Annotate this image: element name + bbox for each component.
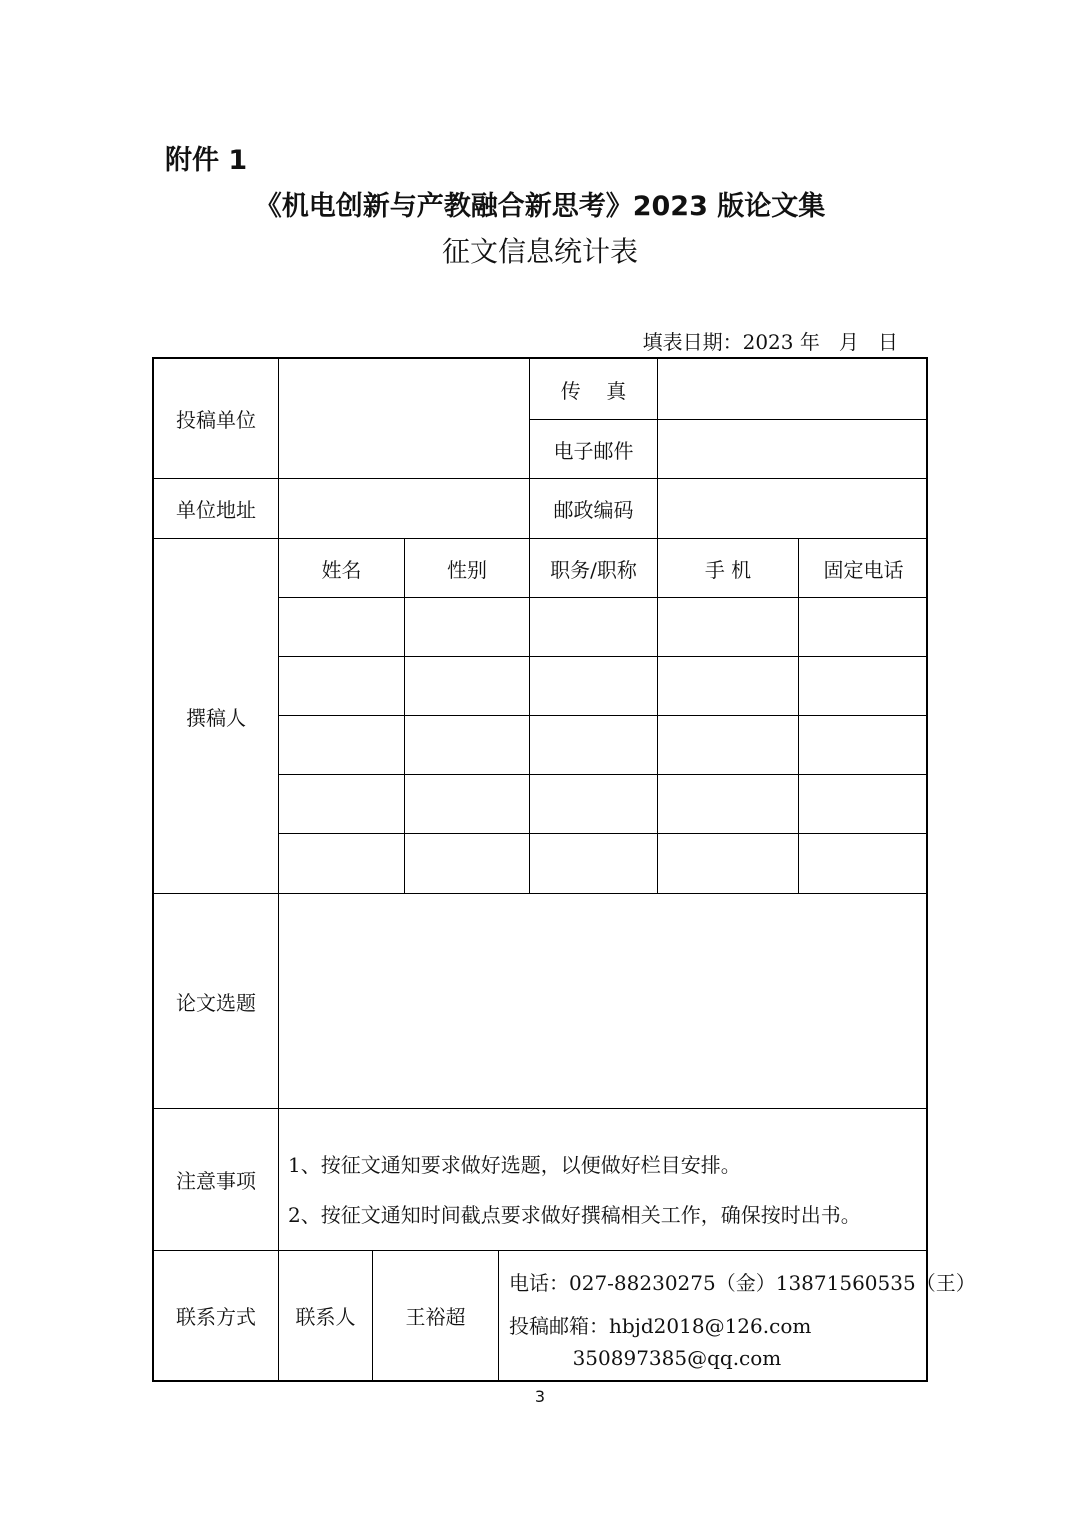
email-label: 电子邮件 — [553, 438, 634, 463]
column-header-mobile: 手 机 — [704, 557, 752, 582]
contact-email-alt: 350897385@qq.com — [509, 1346, 782, 1370]
author-mobile-field[interactable] — [658, 834, 798, 893]
author-landline-field[interactable] — [799, 834, 928, 893]
fax-field[interactable] — [658, 359, 928, 419]
column-header-gender: 性别 — [447, 557, 487, 582]
author-landline-field[interactable] — [799, 657, 928, 715]
contact-phone: 电话：027-88230275（金）13871560535（王） — [509, 1271, 976, 1295]
author-title-field[interactable] — [530, 775, 657, 833]
rule — [498, 1250, 499, 1380]
contact-label: 联系方式 — [176, 1305, 256, 1329]
postcode-label: 邮政编码 — [553, 498, 634, 522]
author-landline-field[interactable] — [799, 598, 928, 656]
unit-label: 投稿单位 — [176, 408, 256, 432]
topic-label: 论文选题 — [176, 990, 256, 1015]
author-name-field[interactable] — [279, 657, 404, 715]
contact-person-label: 联系人 — [295, 1305, 356, 1329]
address-label: 单位地址 — [176, 498, 256, 522]
note-item: 1、按征文通知要求做好选题，以便做好栏目安排。 — [288, 1153, 741, 1177]
column-header-title: 职务/职称 — [550, 557, 637, 582]
submission-form-table — [152, 357, 976, 1382]
document-title: 《机电创新与产教融合新思考》2023 版论文集 — [254, 191, 826, 222]
contact-person-name: 王裕超 — [405, 1305, 466, 1329]
author-label: 撰稿人 — [186, 705, 246, 730]
author-name-field[interactable] — [279, 775, 404, 833]
topic-field[interactable] — [279, 894, 928, 1108]
author-name-field[interactable] — [279, 834, 404, 893]
page-number: 3 — [534, 1387, 546, 1406]
author-gender-field[interactable] — [405, 716, 529, 774]
email-field[interactable] — [658, 420, 928, 478]
author-mobile-field[interactable] — [658, 716, 798, 774]
author-gender-field[interactable] — [405, 657, 529, 715]
column-header-landline: 固定电话 — [823, 557, 904, 582]
author-title-field[interactable] — [530, 598, 657, 656]
author-name-field[interactable] — [279, 716, 404, 774]
address-field[interactable] — [279, 479, 529, 538]
unit-field[interactable] — [279, 359, 529, 478]
notes-label: 注意事项 — [176, 1169, 256, 1193]
author-title-field[interactable] — [530, 716, 657, 774]
note-item: 2、按征文通知时间截点要求做好撰稿相关工作，确保按时出书。 — [288, 1203, 861, 1227]
author-gender-field[interactable] — [405, 775, 529, 833]
author-name-field[interactable] — [279, 598, 404, 656]
author-title-field[interactable] — [530, 834, 657, 893]
fill-date-line: 填表日期：2023 年 月 日 — [642, 330, 898, 354]
column-header-name: 姓名 — [321, 557, 362, 582]
author-mobile-field[interactable] — [658, 775, 798, 833]
author-mobile-field[interactable] — [658, 657, 798, 715]
author-gender-field[interactable] — [405, 834, 529, 893]
author-gender-field[interactable] — [405, 598, 529, 656]
attachment-label: 附件 1 — [165, 145, 248, 176]
fax-label: 传 真 — [560, 378, 627, 403]
author-title-field[interactable] — [530, 657, 657, 715]
contact-email: 投稿邮箱：hbjd2018@126.com — [509, 1314, 812, 1338]
author-landline-field[interactable] — [799, 775, 928, 833]
author-landline-field[interactable] — [799, 716, 928, 774]
postcode-field[interactable] — [658, 479, 928, 538]
document-subtitle: 征文信息统计表 — [441, 235, 638, 268]
author-mobile-field[interactable] — [658, 598, 798, 656]
